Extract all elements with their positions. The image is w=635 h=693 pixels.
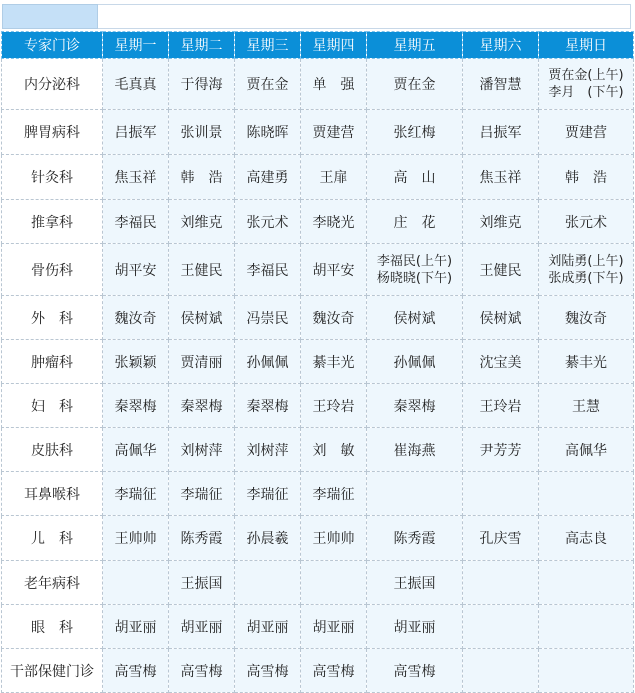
doctor-cell bbox=[463, 472, 539, 516]
table-row bbox=[2, 516, 634, 561]
doctor-cell: 贾在金 bbox=[367, 59, 463, 110]
doctor-cell: 崔海燕 bbox=[367, 428, 463, 472]
doctor-cell: 张颖颖 bbox=[103, 340, 169, 384]
doctor-cell: 潘智慧 bbox=[463, 59, 539, 110]
doctor-shift-line: 杨晓晓(下午) bbox=[376, 270, 453, 286]
doctor-cell: 刘树萍 bbox=[169, 428, 235, 472]
doctor-cell: 綦丰光 bbox=[301, 340, 367, 384]
doctor-cell: 高雪梅 bbox=[235, 649, 301, 693]
doctor-cell: 秦翠梅 bbox=[169, 384, 235, 428]
doctor-cell: 李瑞征 bbox=[301, 472, 367, 516]
doctor-cell: 秦翠梅 bbox=[367, 384, 463, 428]
doctor-cell: 高佩华 bbox=[539, 428, 634, 472]
doctor-cell: 刘 敏 bbox=[301, 428, 367, 472]
doctor-cell: 毛真真 bbox=[103, 59, 169, 110]
dept-cell: 皮肤科 bbox=[2, 428, 103, 472]
doctor-cell: 胡平安 bbox=[301, 244, 367, 296]
doctor-cell: 孙佩佩 bbox=[235, 340, 301, 384]
dept-cell: 妇 科 bbox=[2, 384, 103, 428]
doctor-cell: 庄 花 bbox=[367, 200, 463, 244]
doctor-cell: 侯树斌 bbox=[463, 296, 539, 340]
doctor-cell: 冯崇民 bbox=[235, 296, 301, 340]
top-bar bbox=[98, 4, 631, 29]
doctor-cell: 孙佩佩 bbox=[367, 340, 463, 384]
dept-cell: 骨伤科 bbox=[2, 244, 103, 296]
table-row bbox=[2, 59, 634, 110]
table-row bbox=[2, 472, 634, 516]
doctor-cell: 吕振军 bbox=[463, 110, 539, 155]
doctor-cell: 孙晨羲 bbox=[235, 516, 301, 561]
doctor-cell: 胡亚丽 bbox=[367, 605, 463, 649]
table-row bbox=[2, 110, 634, 155]
doctor-cell: 张元术 bbox=[235, 200, 301, 244]
doctor-cell: 王振国 bbox=[169, 561, 235, 605]
doctor-cell: 吕振军 bbox=[103, 110, 169, 155]
doctor-cell: 陈秀霞 bbox=[169, 516, 235, 561]
dept-cell: 内分泌科 bbox=[2, 59, 103, 110]
dept-cell: 针灸科 bbox=[2, 155, 103, 200]
doctor-cell: 陈秀霞 bbox=[367, 516, 463, 561]
doctor-cell: 胡亚丽 bbox=[103, 605, 169, 649]
dept-cell: 推拿科 bbox=[2, 200, 103, 244]
doctor-cell: 王健民 bbox=[463, 244, 539, 296]
dept-cell: 外 科 bbox=[2, 296, 103, 340]
doctor-cell: 王玲岩 bbox=[463, 384, 539, 428]
doctor-cell: 王慧 bbox=[539, 384, 634, 428]
table-row bbox=[2, 384, 634, 428]
doctor-cell: 胡亚丽 bbox=[169, 605, 235, 649]
doctor-cell: 焦玉祥 bbox=[463, 155, 539, 200]
doctor-cell bbox=[367, 472, 463, 516]
dept-cell: 耳鼻喉科 bbox=[2, 472, 103, 516]
doctor-shift-line: 贾在金(上午) bbox=[548, 68, 624, 83]
doctor-shift-line: 李月 (下午) bbox=[548, 85, 624, 100]
doctor-cell: 韩 浩 bbox=[169, 155, 235, 200]
table-row bbox=[2, 296, 634, 340]
table-row bbox=[2, 340, 634, 384]
doctor-cell: 贾在金 bbox=[235, 59, 301, 110]
doctor-shift-line: 刘陆勇(上午) bbox=[548, 253, 624, 269]
doctor-cell: 刘维克 bbox=[169, 200, 235, 244]
doctor-cell: 綦丰光 bbox=[539, 340, 634, 384]
doctor-cell bbox=[367, 244, 463, 296]
doctor-cell: 侯树斌 bbox=[169, 296, 235, 340]
doctor-cell: 李瑞征 bbox=[103, 472, 169, 516]
doctor-cell: 胡平安 bbox=[103, 244, 169, 296]
header-day: 星期二 bbox=[169, 32, 235, 59]
doctor-shift-line: 李福民(上午) bbox=[376, 253, 453, 269]
doctor-cell: 高雪梅 bbox=[301, 649, 367, 693]
doctor-cell: 张红梅 bbox=[367, 110, 463, 155]
doctor-cell: 韩 浩 bbox=[539, 155, 634, 200]
doctor-cell: 贾清丽 bbox=[169, 340, 235, 384]
doctor-cell: 王玲岩 bbox=[301, 384, 367, 428]
dept-cell: 儿 科 bbox=[2, 516, 103, 561]
doctor-cell: 王帅帅 bbox=[301, 516, 367, 561]
doctor-cell: 刘树萍 bbox=[235, 428, 301, 472]
doctor-cell bbox=[539, 561, 634, 605]
doctor-cell: 陈晓晖 bbox=[235, 110, 301, 155]
table-row bbox=[2, 649, 634, 693]
table-row bbox=[2, 605, 634, 649]
doctor-cell bbox=[539, 59, 634, 110]
doctor-cell: 魏汝奇 bbox=[539, 296, 634, 340]
doctor-cell: 高 山 bbox=[367, 155, 463, 200]
dept-cell: 肿瘤科 bbox=[2, 340, 103, 384]
doctor-cell: 高雪梅 bbox=[103, 649, 169, 693]
doctor-cell: 孔庆雪 bbox=[463, 516, 539, 561]
doctor-cell bbox=[235, 561, 301, 605]
doctor-cell bbox=[463, 649, 539, 693]
table-row bbox=[2, 244, 634, 296]
doctor-cell: 贾建营 bbox=[539, 110, 634, 155]
doctor-cell bbox=[539, 244, 634, 296]
header-row bbox=[2, 32, 634, 59]
doctor-cell: 魏汝奇 bbox=[103, 296, 169, 340]
doctor-cell: 高志良 bbox=[539, 516, 634, 561]
doctor-cell: 高雪梅 bbox=[169, 649, 235, 693]
doctor-cell: 魏汝奇 bbox=[301, 296, 367, 340]
schedule-table bbox=[1, 31, 634, 693]
header-day: 星期四 bbox=[301, 32, 367, 59]
doctor-shift-line: 张成勇(下午) bbox=[548, 270, 624, 286]
doctor-cell: 李福民 bbox=[235, 244, 301, 296]
dept-cell: 脾胃病科 bbox=[2, 110, 103, 155]
doctor-cell: 张训景 bbox=[169, 110, 235, 155]
dept-cell: 老年病科 bbox=[2, 561, 103, 605]
doctor-cell: 李瑞征 bbox=[235, 472, 301, 516]
table-row bbox=[2, 561, 634, 605]
doctor-cell bbox=[301, 561, 367, 605]
doctor-cell: 高佩华 bbox=[103, 428, 169, 472]
dept-cell: 干部保健门诊 bbox=[2, 649, 103, 693]
doctor-cell: 胡亚丽 bbox=[301, 605, 367, 649]
header-day: 星期日 bbox=[539, 32, 634, 59]
doctor-cell: 李福民 bbox=[103, 200, 169, 244]
doctor-cell: 焦玉祥 bbox=[103, 155, 169, 200]
doctor-cell bbox=[463, 561, 539, 605]
schedule-body bbox=[2, 59, 634, 693]
doctor-cell: 张元术 bbox=[539, 200, 634, 244]
header-day: 星期五 bbox=[367, 32, 463, 59]
doctor-cell: 王扉 bbox=[301, 155, 367, 200]
dept-cell: 眼 科 bbox=[2, 605, 103, 649]
doctor-cell: 侯树斌 bbox=[367, 296, 463, 340]
doctor-cell: 秦翠梅 bbox=[103, 384, 169, 428]
doctor-cell bbox=[539, 649, 634, 693]
doctor-cell: 李晓光 bbox=[301, 200, 367, 244]
doctor-cell: 王帅帅 bbox=[103, 516, 169, 561]
doctor-cell bbox=[463, 605, 539, 649]
doctor-cell bbox=[103, 561, 169, 605]
doctor-cell: 贾建营 bbox=[301, 110, 367, 155]
header-day: 星期六 bbox=[463, 32, 539, 59]
doctor-cell: 秦翠梅 bbox=[235, 384, 301, 428]
doctor-cell bbox=[539, 472, 634, 516]
doctor-cell: 王健民 bbox=[169, 244, 235, 296]
table-row bbox=[2, 155, 634, 200]
doctor-cell: 沈宝美 bbox=[463, 340, 539, 384]
doctor-cell: 胡亚丽 bbox=[235, 605, 301, 649]
doctor-cell: 高雪梅 bbox=[367, 649, 463, 693]
doctor-cell bbox=[539, 605, 634, 649]
table-row bbox=[2, 200, 634, 244]
doctor-cell: 尹芳芳 bbox=[463, 428, 539, 472]
table-row bbox=[2, 428, 634, 472]
doctor-cell: 李瑞征 bbox=[169, 472, 235, 516]
doctor-cell: 于得海 bbox=[169, 59, 235, 110]
doctor-cell: 王振国 bbox=[367, 561, 463, 605]
doctor-cell: 刘维克 bbox=[463, 200, 539, 244]
top-tab[interactable] bbox=[2, 4, 98, 29]
header-day: 星期三 bbox=[235, 32, 301, 59]
header-dept: 专家门诊 bbox=[2, 32, 103, 59]
doctor-cell: 高建勇 bbox=[235, 155, 301, 200]
doctor-cell: 单 强 bbox=[301, 59, 367, 110]
header-day: 星期一 bbox=[103, 32, 169, 59]
